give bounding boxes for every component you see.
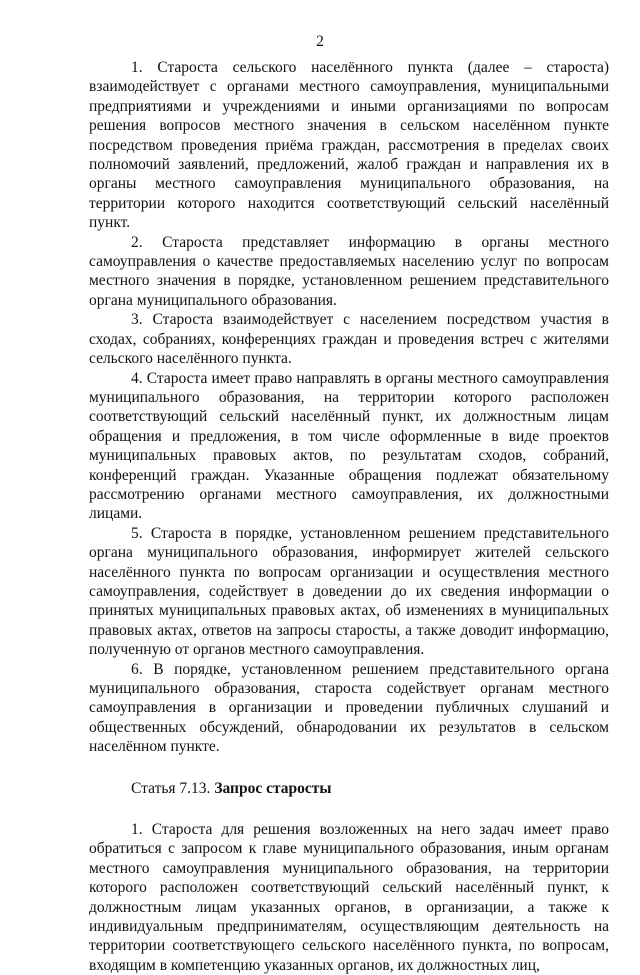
paragraph-3: 3. Староста взаимодействует с населением посредством участия в сходах, собраниях, конференциях граждан и проведения встреч с жителями сельского населённого пункта. (89, 311, 609, 368)
article-title: Запрос старосты (214, 779, 332, 797)
paragraph-1: 1. Староста сельского населённого пункта (далее – староста) взаимодействует с органами местного самоуправления, муниципальными предприятиями и учреждениями и иными организациями по вопросам решения вопросов местного значения в сельском населённом пункте посредством проведения приёма граждан, рассмотрения в пределах своих полномочий заявлений, предложений, жалоб граждан и направления их в органы местного самоуправления муниципального образования, на территории которого находится соответствующий сельский населённый пункт. (89, 59, 609, 232)
article-paragraph-1: 1. Староста для решения возложенных на него задач имеет право обратиться с запросом к главе муниципального образования, иным органам местного самоуправления муниципального образования, на территории которого расположен соответствующий сельский населённый пункт, к должностным лицам указанных органов, в организации, а также к индивидуальным предпринимателям, осуществляющим деятельность на территории соответствующего сельского населённого пункта, по вопросам, входящим в компетенцию указанных органов, их должностных лиц, (89, 821, 609, 974)
page-number: 2 (316, 33, 324, 50)
article-heading (89, 779, 609, 798)
paragraph-4: 4. Староста имеет право направлять в органы местного самоуправления муниципального образования, на территории которого расположен соответствующий сельский населённый пункт, их должностным лицам обращения и предложения, в том числе оформленные в виде проектов муниципальных правовых актов, по результатам сходов, собраний, конференций граждан. Указанные обращения подлежат обязательному рассмотрению органами местного самоуправления, их должностными лицами. (89, 369, 609, 523)
paragraph-2: 2. Староста представляет информацию в органы местного самоуправления о качестве предоставляемых населению услуг по вопросам местного значения в порядке, установленном решением представительного органа муниципального образования. (89, 233, 609, 309)
paragraph-5: 5. Староста в порядке, установленном решением представительного органа муниципального образования, информирует жителей сельского населённого пункта по вопросам организации и осуществления местного самоуправления, содействует в доведении до их сведения информации о принятых муниципальных правовых актах, об изменениях в муниципальных правовых актах, ответов на запросы старосты, а также доводит информацию, полученную от органов местного самоуправления. (89, 524, 609, 659)
article-number: Статья 7.13. (131, 779, 215, 797)
document-body (89, 58, 609, 975)
paragraph-6: 6. В порядке, установленном решением представительного органа муниципального образования, староста содействует органам местного самоуправления в организации и проведении публичных слушаний и общественных обсуждений, обнародовании их результатов в сельском населённом пункте. (89, 660, 609, 756)
